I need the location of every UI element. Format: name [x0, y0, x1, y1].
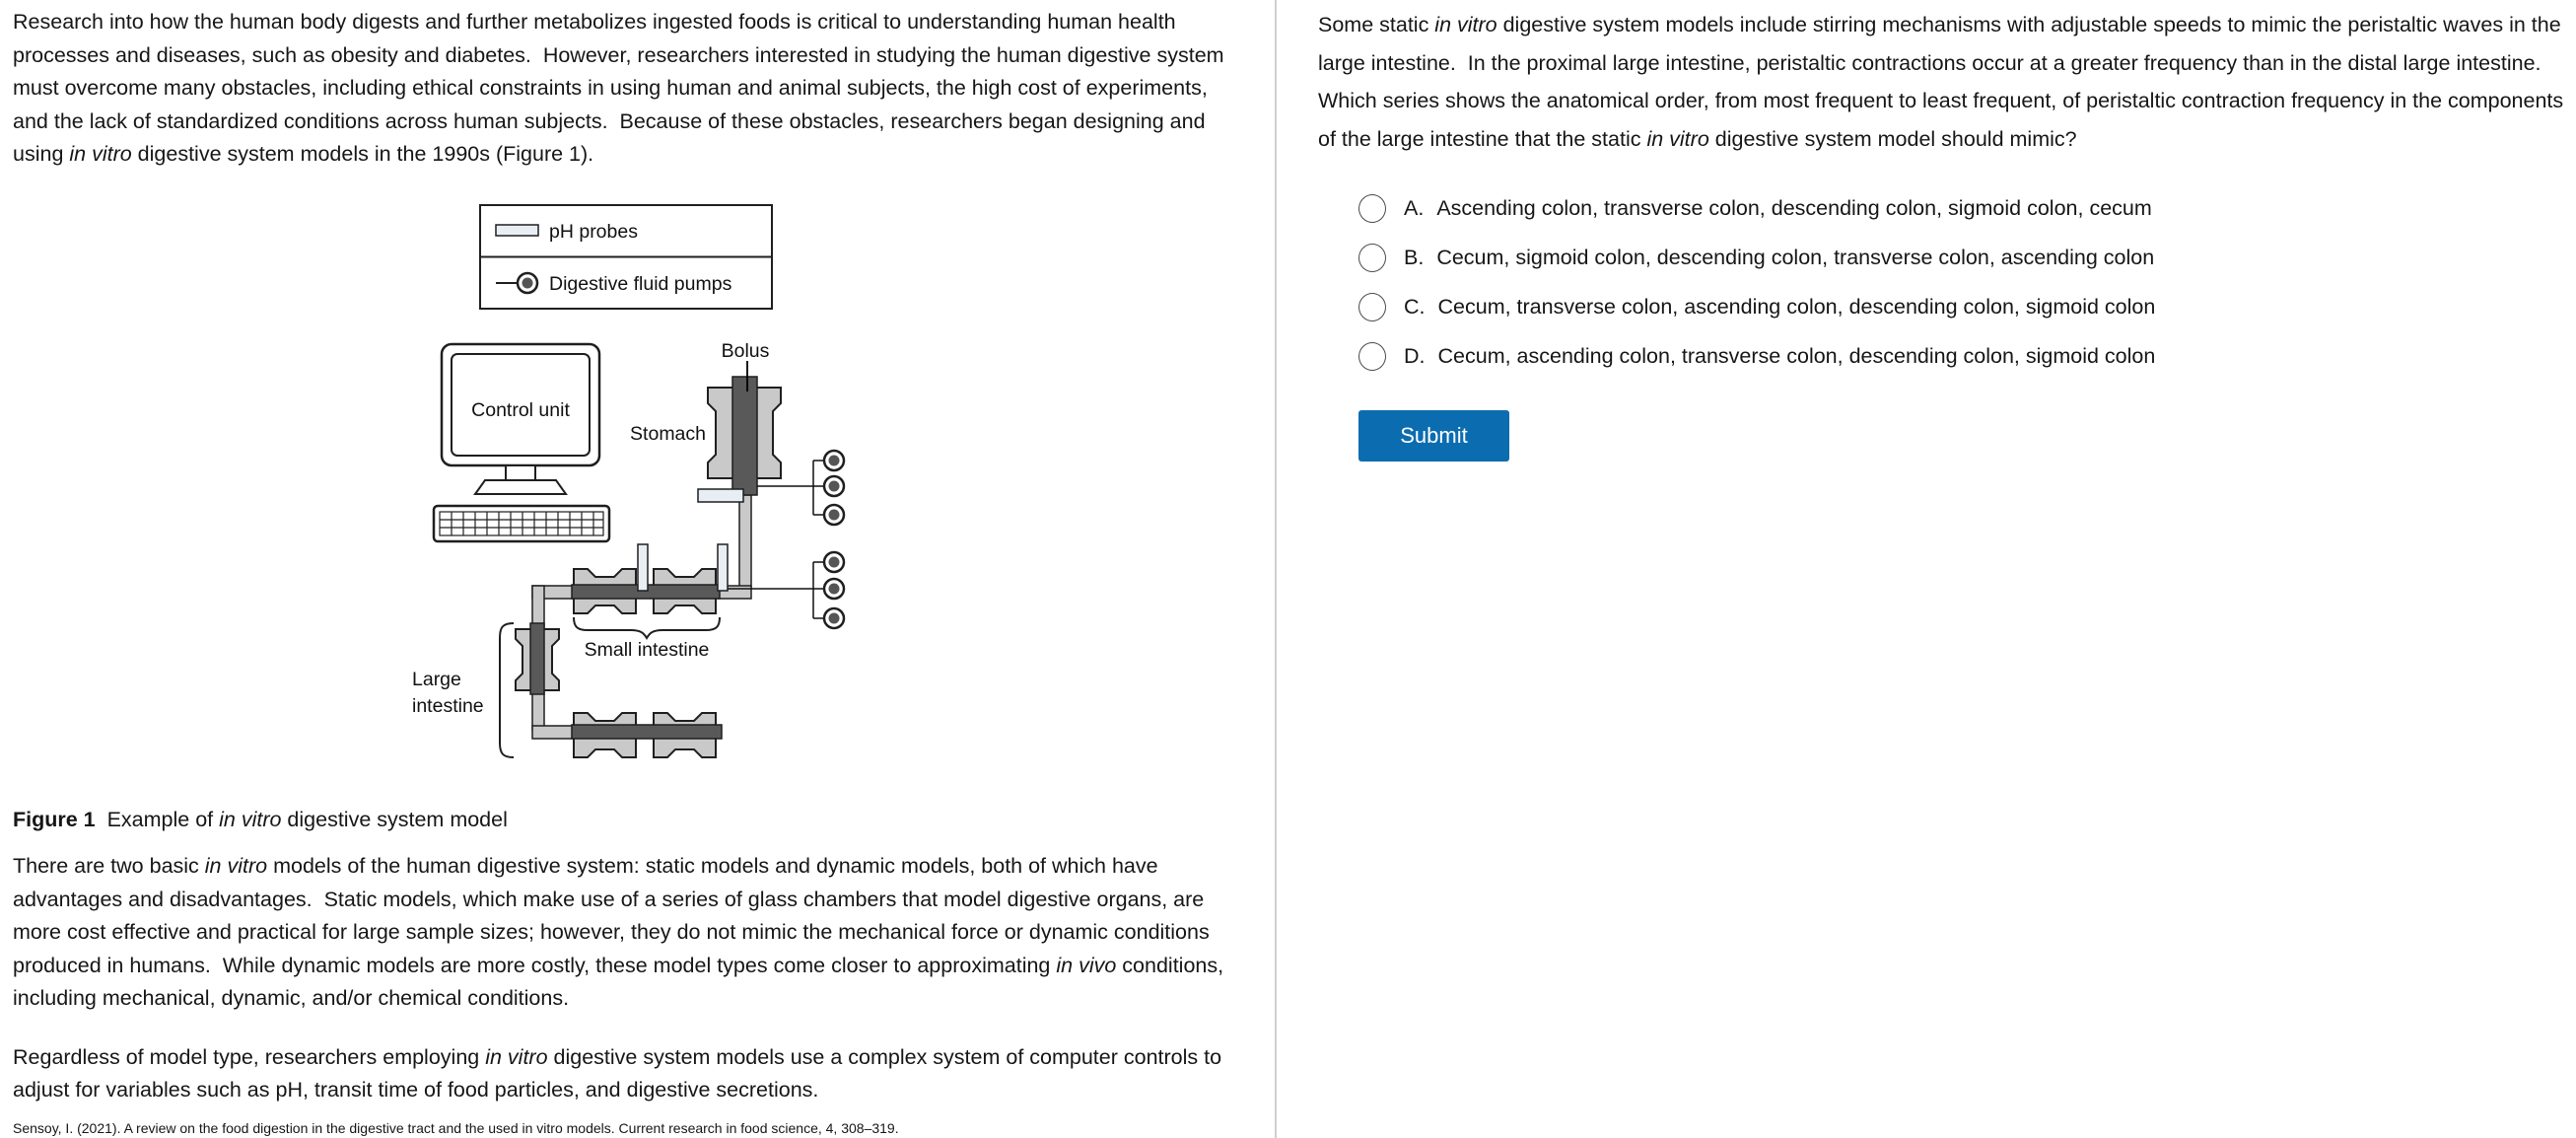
legend-ph-probes-label: pH probes — [549, 220, 638, 243]
control-unit-monitor — [442, 344, 599, 494]
small-intestine-brace — [574, 617, 720, 638]
passage-panel — [0, 0, 1275, 1138]
answer-option-c[interactable] — [1358, 282, 2566, 331]
legend-fluid-pumps-label: Digestive fluid pumps — [549, 272, 732, 295]
question-panel — [1277, 0, 2576, 1138]
pump-icon-dot — [522, 277, 533, 288]
answer-option-d[interactable] — [1358, 331, 2566, 381]
radio-button-d[interactable] — [1358, 342, 1386, 371]
stomach-label: Stomach — [630, 422, 706, 445]
diagram-legend — [480, 205, 772, 309]
monitor-base — [475, 480, 566, 494]
pump-dot — [829, 556, 840, 567]
submit-button[interactable]: Submit — [1358, 410, 1509, 462]
bolus-label: Bolus — [721, 339, 770, 362]
option-letter: B. — [1404, 245, 1425, 269]
large-intestine-label-line2: intestine — [412, 694, 484, 717]
option-text: Cecum, sigmoid colon, descending colon, transverse colon, ascending colon — [1436, 245, 2155, 269]
pump-dot — [829, 455, 840, 465]
pump-dot — [829, 509, 840, 520]
answer-option-b[interactable] — [1358, 233, 2566, 282]
ph-probe-icon — [496, 225, 538, 236]
tube-below-large-intestine — [532, 690, 544, 730]
large-intestine-vertical-tube — [530, 623, 544, 694]
citation: Sensoy, I. (2021). A review on the food digestion in the digestive tract and the used in vitro models. Current research in food science, 4, 308–319. — [13, 1119, 899, 1136]
passage-paragraph-2: There are two basic in vitro models of the human digestive system: static models and dynamic models, both of which have advantages and disadvantages. Static models, which make use of a series of glass chambers that model digestive organs, are more cost effective and practical for large sample sizes; however, they do not mimic the mechanical force or dynamic conditions produced in humans. While dynamic models are more costly, these model types come closer to approximating in vivo conditions, including mechanical, dynamic, and/or chemical conditions. — [13, 854, 1230, 1010]
option-letter: D. — [1404, 343, 1426, 368]
pump-dot — [829, 480, 840, 491]
radio-button-c[interactable] — [1358, 293, 1386, 321]
radio-button-b[interactable] — [1358, 244, 1386, 272]
control-unit-label: Control unit — [471, 398, 570, 421]
pump-dot — [829, 612, 840, 623]
option-text: Cecum, ascending colon, transverse colon, descending colon, sigmoid colon — [1437, 343, 2156, 368]
tube-elbow-bottom — [532, 726, 574, 739]
small-intestine-label: Small intestine — [584, 638, 710, 661]
ph-probe-small-intestine-2 — [718, 544, 728, 591]
option-letter: A. — [1404, 195, 1425, 220]
radio-button-a[interactable] — [1358, 194, 1386, 223]
pump-dot — [829, 583, 840, 594]
stomach-outlet-tube — [739, 495, 751, 587]
figure-caption: Figure 1 Example of in vitro digestive system model — [13, 807, 508, 831]
monitor-stand — [506, 465, 535, 480]
digestive-model-diagram — [394, 192, 858, 784]
large-intestine-flow-tube — [572, 725, 722, 739]
bolus-tube — [732, 377, 757, 495]
ph-probe-stomach — [698, 489, 743, 502]
passage-paragraph-1: Research into how the human body digests and further metabolizes ingested foods is critical to understanding human health processes and diseases, such as obesity and diabetes. However, researchers interested in studying the human digestive system must overcome many obstacles, including ethical constraints in using human and animal subjects, the high cost of experiments, and the lack of standardized conditions across human subjects. Because of these obstacles, researchers began designing and using in vitro digestive system models in the 1990s (Figure 1). — [13, 10, 1230, 166]
answer-option-a[interactable] — [1358, 183, 2566, 233]
ph-probe-small-intestine-1 — [638, 544, 648, 591]
stomach-chamber — [708, 361, 781, 495]
option-text: Ascending colon, transverse colon, descending colon, sigmoid colon, cecum — [1436, 195, 2152, 220]
option-letter: C. — [1404, 294, 1426, 319]
keyboard-keys-area — [440, 512, 603, 535]
answer-options — [1318, 183, 2566, 381]
option-text: Cecum, transverse colon, ascending colon, descending colon, sigmoid colon — [1437, 294, 2156, 319]
large-intestine-bracket — [500, 623, 514, 757]
figure-1 — [13, 192, 1235, 784]
passage-paragraph-3: Regardless of model type, researchers employing in vitro digestive system models use a complex system of computer controls to adjust for variables such as pH, transit time of food particles, and digestive secretions. — [13, 1044, 1228, 1102]
question-stem: Some static in vitro digestive system models include stirring mechanisms with adjustable speeds to mimic the peristaltic waves in the large intestine. In the proximal large intestine, peristaltic contractions occur at a greater frequency than in the distal large intestine. Which series shows the anatomical order, from most frequent to least frequent, of peristaltic contraction frequency in the components of the large intestine that the static in vitro digestive system model should mimic? — [1318, 13, 2570, 151]
large-intestine-label-line1: Large — [412, 668, 461, 690]
keyboard — [434, 506, 609, 541]
